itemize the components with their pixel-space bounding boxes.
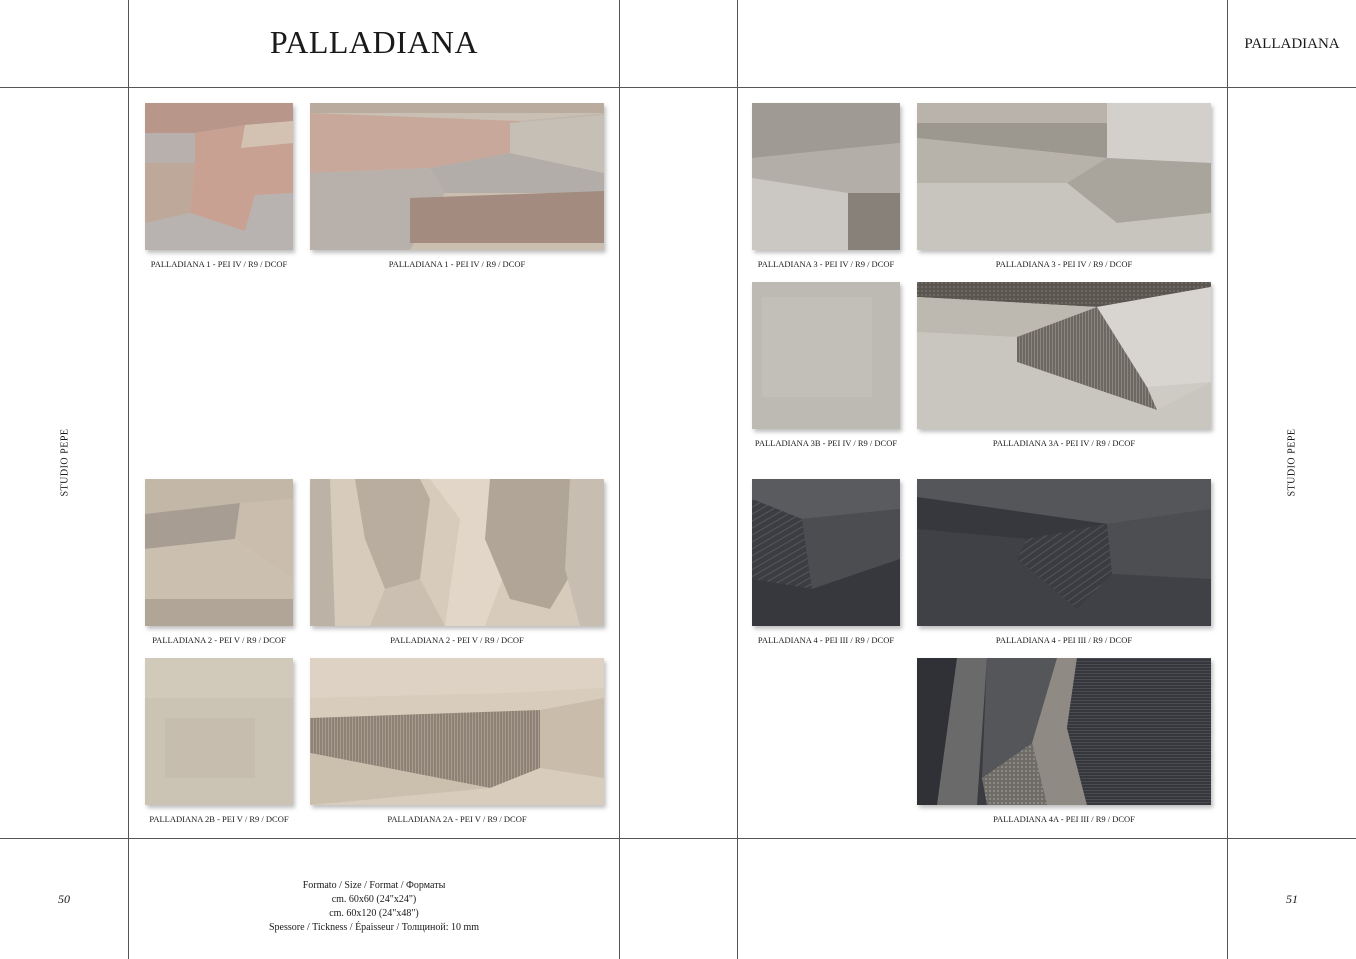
tile-image-palladiana-4a-rect <box>917 658 1211 805</box>
running-header: PALLADIANA <box>1244 36 1340 52</box>
tile-image-palladiana-2-square <box>145 479 293 626</box>
side-label-right: STUDIO PEPE <box>1286 428 1298 497</box>
grid-line <box>1227 0 1228 959</box>
tile-caption: PALLADIANA 3B - PEI IV / R9 / DCOF <box>754 438 898 448</box>
tile-caption: PALLADIANA 4 - PEI III / R9 / DCOF <box>995 635 1133 645</box>
tile-image-palladiana-3-square <box>752 103 900 250</box>
tile-caption: PALLADIANA 2 - PEI V / R9 / DCOF <box>390 635 524 645</box>
tile-caption: PALLADIANA 4A - PEI III / R9 / DCOF <box>993 814 1135 824</box>
grid-line <box>0 87 1356 88</box>
page-number-right: 51 <box>1286 892 1298 906</box>
format-line: cm. 60x120 (24"x48") <box>329 908 419 919</box>
grid-line <box>737 0 738 959</box>
tile-caption: PALLADIANA 1 - PEI IV / R9 / DCOF <box>388 259 526 269</box>
tile-caption: PALLADIANA 2 - PEI V / R9 / DCOF <box>152 635 286 645</box>
format-line: Formato / Size / Format / Форматы <box>302 880 446 891</box>
tile-image-palladiana-4-rect <box>917 479 1211 626</box>
tile-image-palladiana-2-rect <box>310 479 604 626</box>
grid-line <box>619 0 620 959</box>
tile-image-palladiana-3a-rect <box>917 282 1211 429</box>
tile-caption: PALLADIANA 4 - PEI III / R9 / DCOF <box>757 635 895 645</box>
tile-caption: PALLADIANA 1 - PEI IV / R9 / DCOF <box>150 259 288 269</box>
page-title: PALLADIANA <box>269 24 479 60</box>
thickness-line: Spessore / Tickness / Épaisseur / Толщиной: 10 mm <box>268 922 480 933</box>
side-label-left: STUDIO PEPE <box>59 428 71 497</box>
tile-image-palladiana-3b-square <box>752 282 900 429</box>
tile-image-palladiana-4-square <box>752 479 900 626</box>
tile-caption: PALLADIANA 2B - PEI V / R9 / DCOF <box>149 814 289 824</box>
tile-image-palladiana-2a-rect <box>310 658 604 805</box>
grid-line <box>0 838 1356 839</box>
format-info <box>129 879 619 935</box>
page-number-left: 50 <box>58 892 70 906</box>
tile-caption: PALLADIANA 3 - PEI IV / R9 / DCOF <box>757 259 895 269</box>
grid-line <box>128 0 129 959</box>
tile-caption: PALLADIANA 3A - PEI IV / R9 / DCOF <box>992 438 1136 448</box>
tile-caption: PALLADIANA 2A - PEI V / R9 / DCOF <box>387 814 527 824</box>
format-line: cm. 60x60 (24"x24") <box>331 894 417 905</box>
tile-caption: PALLADIANA 3 - PEI IV / R9 / DCOF <box>995 259 1133 269</box>
tile-image-palladiana-2b-square <box>145 658 293 805</box>
tile-image-palladiana-1-square <box>145 103 293 250</box>
tile-image-palladiana-1-rect <box>310 103 604 250</box>
tile-image-palladiana-3-rect <box>917 103 1211 250</box>
